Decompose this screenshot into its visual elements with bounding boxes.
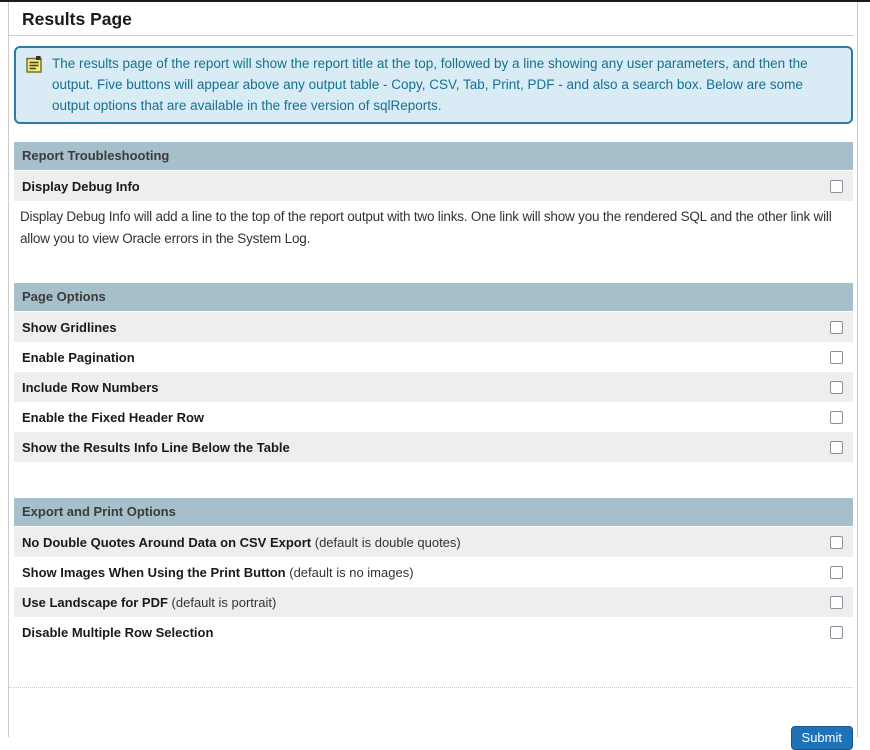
option-default-note: (default is no images) [285,564,414,580]
title-divider [9,35,853,36]
option-default-note: (default is portrait) [167,594,277,610]
option-label: Disable Multiple Row Selection [22,624,214,640]
submit-button[interactable]: Submit [791,726,853,750]
page-title: Results Page [22,9,132,29]
option-row-no-double-quotes-csv [14,527,853,557]
option-label-group [22,595,276,610]
option-row-disable-multi-row-selection [14,617,853,647]
option-label: Display Debug Info [22,178,140,194]
option-row-display-debug-info [14,171,853,201]
checkbox-include-row-numbers[interactable] [830,381,843,394]
option-row-landscape-pdf [14,587,853,617]
option-row-enable-pagination [14,342,853,372]
option-label: Enable the Fixed Header Row [22,409,205,425]
option-row-fixed-header-row [14,402,853,432]
right-border-line [857,2,858,737]
info-box [14,46,853,124]
option-row-results-info-line [14,432,853,462]
checkbox-results-info-line[interactable] [830,441,843,454]
option-label: Use Landscape for PDF [22,594,168,610]
option-row-show-images-print [14,557,853,587]
option-row-include-row-numbers [14,372,853,402]
note-icon [26,56,43,79]
info-box-text: The results page of the report will show the report title at the top, followed by a line showing any user parameters, and then the output. Five buttons will appear above any output table - Copy, CSV, Tab, Print, PDF - and also a search box. Below are some output options that are available in the free version of sqlReports. [52,56,808,113]
option-label-group [22,535,461,550]
debug-info-description: Display Debug Info will add a line to the top of the report output with two links. One link will show you the rendered SQL and the other link will allow you to view Oracle errors in the System Log. [20,209,832,246]
checkbox-enable-pagination[interactable] [830,351,843,364]
section-report-troubleshooting [14,142,853,250]
checkbox-no-double-quotes-csv[interactable] [830,536,843,549]
section-export-print-options [14,498,853,647]
option-label: Enable Pagination [22,349,135,365]
option-label: Show Images When Using the Print Button [22,564,286,580]
option-row-show-gridlines [14,312,853,342]
checkbox-display-debug-info[interactable] [830,180,843,193]
checkbox-fixed-header-row[interactable] [830,411,843,424]
option-default-note: (default is double quotes) [311,534,461,550]
checkbox-disable-multi-row-selection[interactable] [830,626,843,639]
option-label-group [22,565,414,580]
checkbox-show-gridlines[interactable] [830,321,843,334]
option-label: Include Row Numbers [22,379,159,395]
section-header-report-troubleshooting: Report Troubleshooting [14,142,853,171]
section-page-options [14,283,853,462]
section-header-export-print-options: Export and Print Options [14,498,853,527]
footer-divider [9,687,853,688]
option-label: No Double Quotes Around Data on CSV Export [22,534,312,550]
option-label: Show Gridlines [22,319,117,335]
option-label: Show the Results Info Line Below the Table [22,439,290,455]
footer-actions [9,726,853,750]
section-header-page-options: Page Options [14,283,853,312]
checkbox-show-images-print[interactable] [830,566,843,579]
checkbox-landscape-pdf[interactable] [830,596,843,609]
page-content [9,2,853,750]
